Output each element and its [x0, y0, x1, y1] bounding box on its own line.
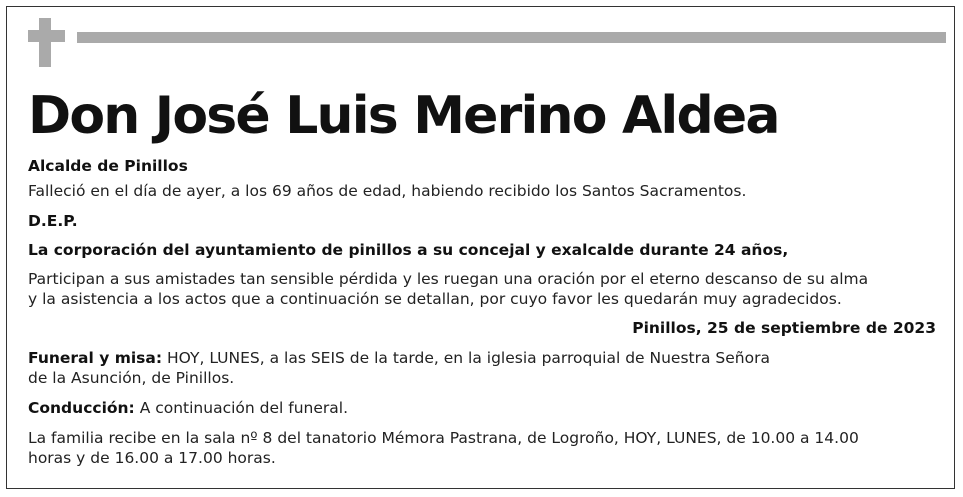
funeral-label: Funeral y misa: [28, 349, 163, 367]
tribute-text: La corporación del ayuntamiento de pinillos a su concejal y exalcalde durante 24 años, [28, 241, 789, 259]
funeral-text: HOY, LUNES, a las SEIS de la tarde, en la iglesia parroquial de Nuestra Señora [162, 349, 770, 367]
announcement-line-2: y la asistencia a los actos que a continuación se detallan, por cuyo favor les quedarán muy agradecidos. [28, 290, 842, 308]
place-date: Pinillos, 25 de septiembre de 2023 [632, 319, 936, 337]
cross-vertical-bar [39, 18, 51, 67]
dep-text: D.E.P. [28, 212, 78, 230]
deceased-name: Don José Luis Merino Aldea [28, 86, 779, 146]
conduccion-text: A continuación del funeral. [134, 399, 348, 417]
funeral-line-1 [28, 348, 770, 368]
family-line-2: horas y de 16.00 a 17.00 horas. [28, 449, 276, 467]
cross-horizontal-bar [28, 30, 65, 42]
conduccion-label: Conducción: [28, 399, 135, 417]
family-line-1: La familia recibe en la sala nº 8 del tanatorio Mémora Pastrana, de Logroño, HOY, LUNES, de 10.00 a 14.00 [28, 429, 859, 447]
role-title: Alcalde de Pinillos [28, 157, 188, 175]
conduccion-line [28, 398, 348, 418]
announcement-line-1: Participan a sus amistades tan sensible pérdida y les ruegan una oración por el eterno descanso de su alma [28, 270, 869, 288]
funeral-line-2: de la Asunción, de Pinillos. [28, 369, 235, 387]
header-rule [77, 32, 946, 43]
death-notice: Falleció en el día de ayer, a los 69 años de edad, habiendo recibido los Santos Sacramentos. [28, 182, 747, 200]
